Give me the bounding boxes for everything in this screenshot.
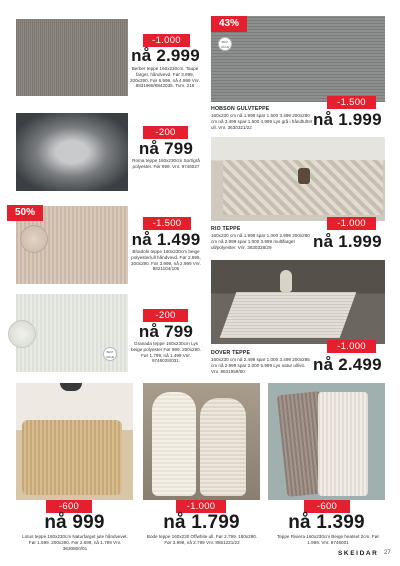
hobson-percent-badge: 43% xyxy=(211,16,247,32)
bhadohi-percent-badge: 50% xyxy=(7,205,43,221)
hobson-description: 160x230 cm nå 1.999 spar 1.500 3.499 200x290 cm nå 3.499 spar 1.500 4.999 Lys grå i håndtuftet ull. Vnr. 3630321/22 xyxy=(211,113,313,130)
bode-rolled-rug-1 xyxy=(152,392,196,496)
rio-price xyxy=(313,232,382,251)
roma-description: Roma teppe 160x230cm Sort/grå polyester. Før 999. Vnr. 9746027 xyxy=(132,158,200,169)
berber-price xyxy=(128,46,203,65)
hobson-price xyxy=(313,110,382,129)
bode-price xyxy=(143,513,260,533)
hobson-best-value-label: BEST VALUE xyxy=(220,41,230,49)
dover-price-prefix: nå xyxy=(313,355,334,374)
riviera-price xyxy=(268,513,385,533)
berber-price-value: 2.999 xyxy=(156,46,200,65)
page-number: 27 xyxy=(384,550,391,556)
riviera-discount-badge: -600 xyxy=(304,500,350,513)
dover-title: DOVER TEPPE xyxy=(211,350,251,356)
dover-price-value: 2.499 xyxy=(338,355,382,374)
granada-price-value: 799 xyxy=(164,322,194,341)
bhadohi-swatch-image xyxy=(20,225,48,253)
rio-discount-badge: -1.000 xyxy=(327,217,376,230)
granada-swatch-image xyxy=(8,320,36,348)
bode-rolled-rug-2 xyxy=(200,398,246,496)
rio-description: 160x230 cm nå 1.999 spar 1.000 2.999 200x290 cm nå 2.999 spar 1.000 3.999 multifarget ull/polyester. Vnr. 3630328/29 xyxy=(211,233,310,250)
riviera-description: Teppe Riviera 160x230cm Beige heatset 2cm. Før 1.999. Vnr. 9746001 xyxy=(276,534,380,545)
bhadohi-discount-badge: -1.500 xyxy=(143,217,191,230)
roma-price-value: 799 xyxy=(164,139,194,158)
lotus-discount-badge: -600 xyxy=(46,500,92,513)
roma-price xyxy=(130,139,202,158)
lotus-price-value: 999 xyxy=(72,512,105,533)
bode-description: Bode teppe 160x230 Offwhite ull. Før 2.799. 180x290. Før 3.999, nå 2.799 Vnr. 8851221/22 xyxy=(146,534,258,545)
hobson-discount-badge: -1.500 xyxy=(327,96,376,109)
hobson-best-value-icon xyxy=(218,37,232,51)
rio-title: RIO TEPPE xyxy=(211,226,241,232)
bhadohi-price-value: 1.499 xyxy=(156,230,201,249)
hobson-title: HOBSON GULVTEPPE xyxy=(211,106,270,112)
lotus-rug-pattern xyxy=(22,420,122,495)
bhadohi-price xyxy=(128,230,204,249)
berber-rug-image xyxy=(16,19,128,96)
rio-price-value: 1.999 xyxy=(338,232,382,251)
roma-price-prefix: nå xyxy=(138,139,160,158)
granada-discount-badge: -200 xyxy=(143,309,188,322)
roma-discount-badge: -200 xyxy=(143,126,188,139)
roma-rug-image xyxy=(16,113,128,191)
dover-price xyxy=(313,355,382,374)
brand-logo: SKEIDAR xyxy=(338,550,379,557)
bhadohi-description: Bhadohi teppe 160x230cm beige polyester/ull håndvevd. Før 2.999, 200x290. Før 3.999, nå 2.999 Vnr. 8821104/105 xyxy=(131,249,201,272)
granada-price xyxy=(130,322,202,341)
dover-discount-badge: -1.000 xyxy=(327,340,376,353)
bode-discount-badge: -1.000 xyxy=(176,500,226,513)
dover-description: 160x230 cm nå 2.499 spar 1.000 3.499 200x285 cm nå 2.999 spar 2.000 5.999 Lys natur ull/vit. Vnr. 8831959/60 xyxy=(211,357,310,374)
bhadohi-price-prefix: nå xyxy=(131,230,152,249)
bode-price-prefix: nå xyxy=(163,512,186,533)
dover-vase-image xyxy=(280,270,292,292)
berber-discount-badge: -1.000 xyxy=(143,34,190,47)
berber-price-prefix: nå xyxy=(131,46,152,65)
riviera-shag-rug-2 xyxy=(318,392,368,496)
granada-best-value-label: BEST VALUE xyxy=(105,351,115,359)
riviera-price-prefix: nå xyxy=(288,512,311,533)
granada-best-value-icon xyxy=(103,347,117,361)
hobson-price-prefix: nå xyxy=(313,110,334,129)
lotus-price xyxy=(16,513,133,533)
bode-price-value: 1.799 xyxy=(191,512,240,533)
granada-price-prefix: nå xyxy=(138,322,160,341)
berber-description: Berber teppe 160x230cm. Taupe farget, håndvevd. Før 3.999, 200x290. Før 6.999, nå 4.999 Vnr. 8831968/8842035. Tvm. 216 xyxy=(130,66,200,89)
rio-price-prefix: nå xyxy=(313,232,334,251)
hobson-price-value: 1.999 xyxy=(338,110,382,129)
riviera-price-value: 1.399 xyxy=(316,512,365,533)
lotus-description: Lotus teppe 160x230cm Naturfarget jute håndvevet. Før 1.599. 200x290. Før 2.699, nå 1.799 Vnr. 3630800/01 xyxy=(22,534,128,551)
rio-stool-image xyxy=(298,168,310,184)
lotus-price-prefix: nå xyxy=(44,512,67,533)
dover-rug-pattern xyxy=(220,292,357,338)
granada-description: Granada teppe 160x230cm Lys beige polyester Før 999. 200x290. Før 1.799, nå 1.499 Vnr. 9746028/031. xyxy=(131,341,201,364)
